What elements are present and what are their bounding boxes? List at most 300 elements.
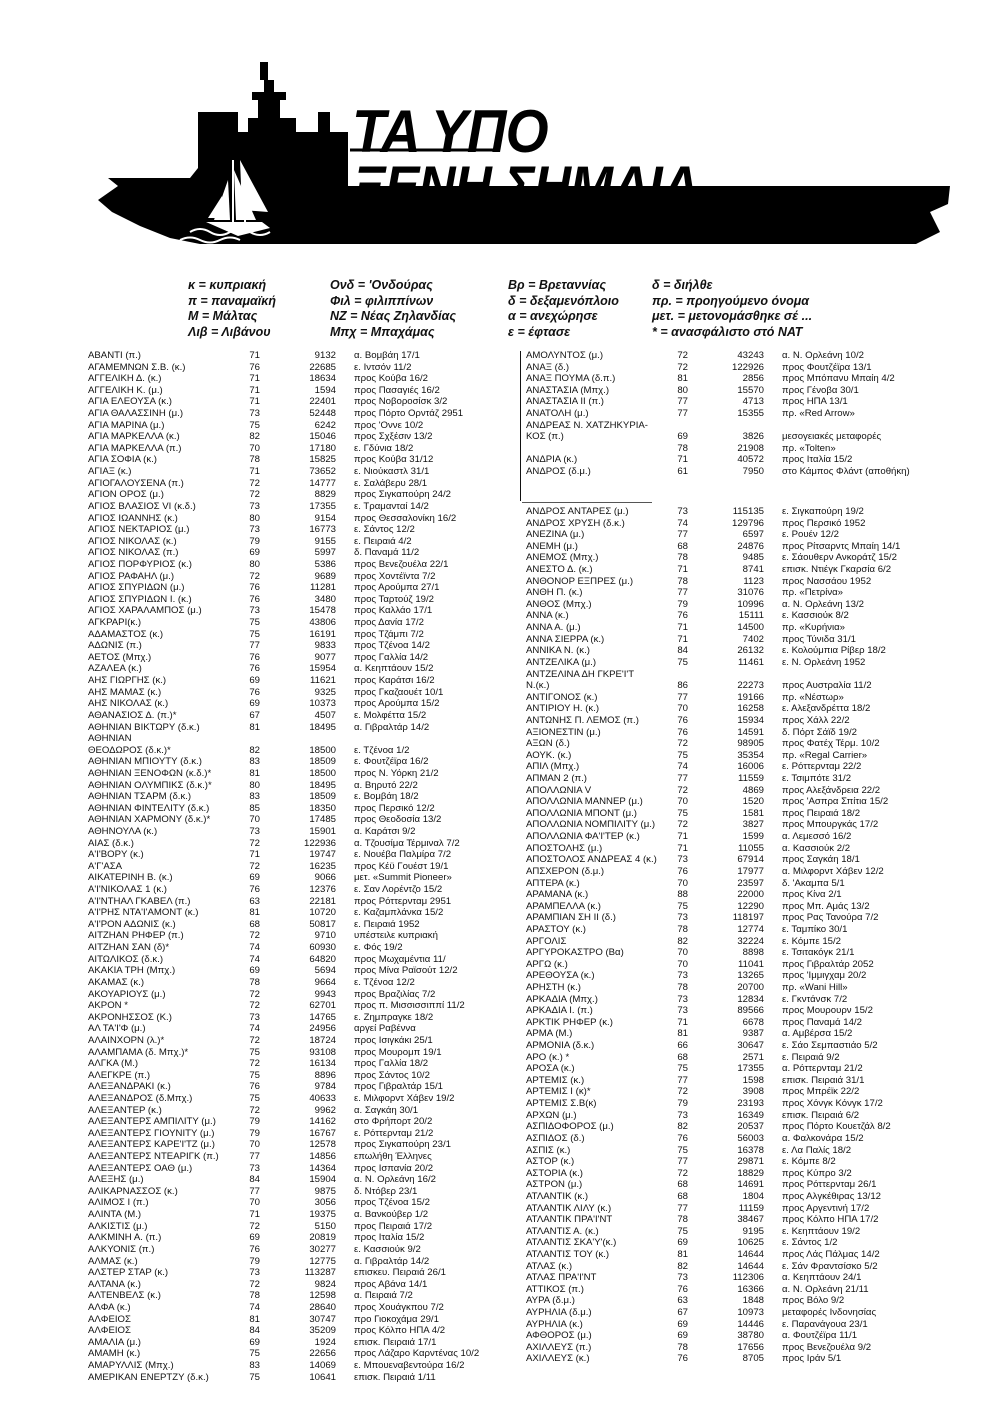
- ship-status: στο Κάμπος Φλάντ (αποθήκη): [782, 466, 910, 478]
- ship-status: προς Νοβοροσίσκ 3/2: [354, 396, 448, 408]
- ship-status: προς Ρόττερνταμ 2951: [354, 895, 452, 907]
- ship-name: ΑΣΤΟΡ (κ.): [526, 1156, 575, 1168]
- ship-tonnage: 18634: [309, 373, 336, 385]
- ship-status: προς Αλεξάνδρεια 22/2: [782, 784, 881, 796]
- ship-year: 78: [677, 1341, 688, 1353]
- ship-name: ΑΟΥΚ. (κ.): [526, 749, 572, 761]
- ship-name: ΑΛΕΓΚΡΕ (π.): [88, 1069, 151, 1081]
- ship-name: ΑΤΛΑΝΤΙΚ ΠΡΑ'Ι'ΝΤ: [526, 1214, 613, 1226]
- ship-status: προς Γαλλία 14/2: [354, 651, 429, 663]
- ship-year: 72: [249, 1104, 260, 1116]
- ship-year: 67: [249, 709, 260, 721]
- ship-name: ΑΘΗΝΟΥΛΑ (κ.): [88, 825, 158, 837]
- ship-name: ΑΛΕΞΗΣ (μ.): [88, 1174, 144, 1186]
- ship-year: 81: [249, 767, 260, 779]
- ship-year: 81: [249, 1313, 260, 1325]
- ship-status: προς π. Μισσισσιππί 11/2: [354, 1000, 465, 1012]
- ship-tonnage: 16134: [309, 1058, 336, 1070]
- ship-tonnage: 18500: [309, 744, 336, 756]
- ship-status: προς Μπ. Αμάς 13/2: [782, 900, 870, 912]
- ship-status: προς Μουρομπ 19/1: [354, 1046, 442, 1058]
- ship-tonnage: 8898: [742, 947, 764, 959]
- ship-tonnage: 1924: [314, 1336, 336, 1348]
- ship-status: προς Αρούμπα 15/2: [354, 698, 440, 710]
- ship-year: 78: [249, 976, 260, 988]
- ship-name: ΑΡΟΣΑ (κ.): [526, 1063, 575, 1075]
- ship-tonnage: 12774: [737, 923, 764, 935]
- ship-name: ΑΚΑΜΑΣ (κ.): [88, 976, 145, 988]
- ship-name: ΑΡΚΑΔΙΑ (Μπχ.): [526, 993, 598, 1005]
- ship-year: 61: [677, 466, 688, 478]
- ship-name: Α'Ι'ΡΗΣ ΝΤΑ'Ι'ΑΜΟΝΤ (κ.): [88, 907, 199, 919]
- ship-tonnage: 14069: [309, 1360, 336, 1372]
- ship-status: επισκ. Πειραιά 31/1: [782, 1074, 865, 1086]
- ship-tonnage: 16378: [737, 1144, 764, 1156]
- ship-name: ΑΓΙΟΣ ΝΕΚΤΑΡΙΟΣ (μ.): [88, 524, 190, 536]
- ship-year: 71: [677, 564, 688, 576]
- ship-status: προς Καράτσι 16/2: [354, 675, 435, 687]
- ship-name: ΑΠΟΛΛΩΝΙΑ ΦΑ'Ι'ΤΕΡ (κ.): [526, 831, 640, 843]
- ship-status: προς Γιβραλτάρ 2052: [782, 958, 874, 970]
- ship-year: 70: [249, 442, 260, 454]
- ship-year: 67: [677, 1307, 688, 1319]
- ship-tonnage: 4713: [742, 396, 764, 408]
- ship-tonnage: 40572: [737, 454, 764, 466]
- masthead-banner: [0, 0, 1000, 270]
- legend-item: πρ. = προηγούμενο όνομα: [652, 293, 809, 308]
- ship-status: α. Κασσιούκ 2/2: [782, 842, 851, 854]
- legend-item: ΝΖ = Νέας Ζηλανδίας: [330, 309, 457, 323]
- ship-name: ΑΡΓΩ (κ.): [526, 958, 568, 970]
- ship-tonnage: 16366: [737, 1283, 764, 1295]
- ship-status: α. Ρόττερνταμ 21/2: [782, 1063, 863, 1075]
- ship-year: 71: [249, 384, 260, 396]
- ship-name: ΑΛΕΞΑΝΤΕΡ (κ.): [88, 1104, 162, 1116]
- ship-status: επισκευ. Πειραιά 26/1: [354, 1267, 446, 1279]
- ship-year: 74: [249, 1301, 260, 1313]
- ship-year: 72: [249, 837, 260, 849]
- ship-year: 77: [677, 587, 688, 599]
- ship-status: α. Ν. Ορλεάνη 10/2: [782, 350, 864, 361]
- ship-name: ΑΚΡΟΝ *: [88, 1000, 128, 1012]
- ship-name: ΑΘΗΝΙΑΝ: [88, 733, 132, 745]
- ship-name: ΑΛΕΞΑΝΔΡΟΣ (δ.Μπχ.): [88, 1093, 193, 1104]
- ship-year: 81: [249, 907, 260, 919]
- ship-year: 73: [677, 1005, 688, 1017]
- ship-tonnage: 89566: [737, 1005, 764, 1017]
- ship-tonnage: 16767: [309, 1127, 336, 1139]
- ship-name: ΑΥΡΑ (δ.μ.): [526, 1295, 575, 1307]
- ship-tonnage: 1594: [314, 384, 336, 396]
- ship-status: α. Αμβέρσα 15/2: [782, 1028, 853, 1040]
- ship-tonnage: 118197: [732, 912, 764, 924]
- ship-year: 68: [677, 540, 688, 552]
- ship-tonnage: 9824: [314, 1278, 336, 1290]
- ship-year: 75: [677, 1225, 688, 1237]
- ship-tonnage: 15046: [309, 431, 336, 443]
- ship-name: ΑΘΗΝΙΑΝ ΤΣΑΡΜ (δ.κ.): [88, 791, 192, 803]
- ship-name: ΑΓΙΟΣ ΧΑΡΑΛΑΜΠΟΣ (μ.): [88, 605, 202, 617]
- ship-year: 85: [249, 802, 260, 814]
- ship-status: α. Λεμεσσό 16/2: [782, 831, 852, 843]
- ship-tonnage: 52448: [309, 408, 336, 420]
- ship-name: ΑΘΗΝΙΑΝ ΒΙΚΤΩΡΥ (δ.κ.): [88, 721, 200, 733]
- ship-status: προς Γένοβα 30/1: [782, 384, 859, 396]
- ship-tonnage: 19747: [309, 849, 336, 861]
- ship-tonnage: 22000: [737, 889, 764, 901]
- ship-tonnage: 11041: [738, 958, 764, 970]
- ship-name: ΑΓΙΑ ΜΑΡΙΝΑ (μ.): [88, 419, 165, 431]
- ship-status: προς Μίνα Ραϊσούτ 12/2: [354, 965, 458, 977]
- ship-tonnage: 9875: [314, 1185, 336, 1197]
- ship-status: υπέστειλε κυπριακή: [354, 930, 438, 942]
- ship-name: ΑΣΤΟΡΙΑ (κ.): [526, 1167, 583, 1179]
- ship-name: ΑΞΩΝ (δ.): [526, 738, 570, 750]
- ship-tonnage: 16006: [737, 761, 764, 773]
- ship-status: α. Ν. Ορλεάνη 16/2: [354, 1174, 436, 1186]
- ship-name: ΑΓΙΑ ΜΑΡΚΕΛΛΑ (κ.): [88, 431, 180, 443]
- ship-status: προς Βραζιλίας 7/2: [354, 988, 436, 1000]
- ship-status: προς Τζάμπι 7/2: [354, 628, 424, 640]
- ship-name: ΑΡΑΜΑΝΑ (κ.): [526, 889, 589, 901]
- ship-tonnage: 9962: [314, 1104, 336, 1116]
- ship-year: 69: [677, 1318, 688, 1330]
- ship-status: μεταφορές Ινδονησίας: [782, 1307, 877, 1319]
- ship-status: προς Ιταλία 15/2: [354, 1232, 425, 1244]
- ship-year: 69: [677, 1237, 688, 1249]
- ship-tonnage: 122936: [303, 837, 336, 849]
- ship-year: 74: [249, 953, 260, 965]
- ship-name: ΑΣΠΙΔΟΣ (δ.): [526, 1132, 585, 1144]
- ship-year: 77: [677, 408, 688, 420]
- ship-tonnage: 4507: [314, 709, 336, 721]
- ship-year: 77: [677, 773, 688, 785]
- ship-status: προς Βενεζουέλα 22/1: [354, 558, 449, 570]
- ship-status: προς Αλγκέθιρας 13/12: [782, 1190, 882, 1202]
- ship-tonnage: 15901: [309, 825, 336, 837]
- ship-year: 69: [249, 698, 260, 710]
- ship-year: 72: [677, 350, 688, 361]
- ship-tonnage: 8705: [742, 1353, 764, 1365]
- ship-year: 73: [249, 1011, 260, 1023]
- ship-name: ΑΓΙΟΣ ΒΛΑΣΙΟΣ VI (κ.δ.): [88, 500, 196, 512]
- ship-name: ΑΓΙΟΣ ΣΠΥΡΙΔΩΝ (μ.): [88, 582, 185, 594]
- ship-name: ΑΓΙΑ ΘΑΛΑΣΣΙΝΗ (μ.): [88, 408, 184, 420]
- ship-tonnage: 15111: [738, 610, 764, 622]
- ship-status: προς Λάς Πάλμας 14/2: [782, 1249, 880, 1260]
- ship-tonnage: 3826: [742, 431, 764, 443]
- ship-year: 72: [677, 361, 688, 373]
- ship-year: 70: [677, 947, 688, 959]
- ship-tonnage: 14591: [737, 726, 764, 738]
- ship-name: ΑΝΔΡΟΣ ΑΝΤΑΡΕΣ (μ.): [526, 506, 629, 517]
- ship-tonnage: 26132: [737, 645, 764, 657]
- ship-status: ε. Ρόττερνταμ 22/2: [782, 761, 862, 773]
- ship-year: 76: [249, 361, 260, 373]
- ship-name: ΑΛΕΞΑΝΤΕΡΣ ΝΤΕΑΡΙΓΚ (π.): [88, 1151, 219, 1163]
- ship-name: ΑΝΘΟΝΟΡ ΕΞΠΡΕΣ (μ.): [526, 575, 634, 587]
- ship-year: 71: [677, 454, 688, 466]
- ship-tonnage: 3056: [314, 1197, 336, 1209]
- ship-year: 77: [249, 640, 260, 652]
- ship-status: προς Τζένοα 15/2: [354, 1197, 430, 1209]
- title-line-1: ΤΑ ΥΠΟ: [352, 98, 548, 165]
- ship-year: 69: [249, 1232, 260, 1244]
- ship-tonnage: 18829: [737, 1167, 764, 1179]
- ship-status: προς 'Ασπρα Σπίτια 15/2: [782, 796, 889, 808]
- ship-year: 71: [249, 373, 260, 385]
- ship-tonnage: 18724: [309, 1034, 336, 1046]
- ship-status: ε. Τραμανταί 14/2: [354, 500, 429, 512]
- ship-status: προς Βόλο 9/2: [782, 1295, 845, 1307]
- ship-status: ε. Φός 19/2: [354, 942, 403, 954]
- ship-status: α. Βηρυτό 22/2: [354, 779, 418, 791]
- ship-name: ΘΕΟΔΩΡΟΣ (δ.κ.)*: [88, 744, 171, 756]
- ship-name: ΑΝΝΑ (κ.): [526, 610, 569, 622]
- ship-status: ε. Σάν Φραντσίσκο 5/2: [782, 1260, 878, 1272]
- ship-tonnage: 9155: [314, 535, 336, 547]
- ship-name: ΑΝΑΤΟΛΗ (μ.): [526, 408, 589, 420]
- ship-name: Α'Ι'ΝΙΚΟΛΑΣ 1 (κ.): [88, 884, 167, 896]
- ship-name: ΑΘΗΝΙΑΝ ΜΠΙΟΥΤΥ (δ.κ.): [88, 756, 202, 768]
- ship-tonnage: 73652: [309, 466, 336, 478]
- ship-year: 79: [677, 598, 688, 610]
- ship-year: 74: [249, 942, 260, 954]
- ship-year: 79: [249, 1116, 260, 1128]
- ship-year: 83: [249, 791, 260, 803]
- ship-status: προς Αρούμπα 27/1: [354, 582, 440, 594]
- ship-tonnage: 19166: [737, 691, 764, 703]
- ship-tonnage: 38467: [737, 1214, 764, 1226]
- ship-status: μεσογειακές μεταφορές: [782, 431, 882, 443]
- ship-status: α. Μιλφορντ Χάβεν 12/2: [782, 865, 884, 877]
- ship-status: πρ. «Νέστωρ»: [782, 691, 844, 703]
- ship-status: προς Μπρέϊκ 22/2: [782, 1086, 860, 1098]
- ship-tonnage: 6242: [314, 419, 336, 431]
- ship-year: 69: [249, 675, 260, 687]
- ship-tonnage: 11055: [738, 842, 764, 854]
- legend-column-2: [330, 278, 456, 340]
- ship-status: προς Χόνγκ Κόνγκ 17/2: [782, 1098, 883, 1110]
- ship-status: ε. Σάο Σεμπαστιάο 5/2: [782, 1040, 878, 1052]
- ship-status: προς Παναμά 14/2: [782, 1016, 862, 1028]
- ship-year: 75: [249, 617, 260, 629]
- ship-tonnage: 30747: [309, 1313, 336, 1325]
- ship-status: ε. Κεηπτάουν 19/2: [782, 1225, 861, 1237]
- ship-tonnage: 14644: [737, 1260, 764, 1272]
- ship-name: ΑΤΛΑΣ ΠΡΑ'Ι'ΝΤ: [526, 1272, 597, 1284]
- ship-status: α. Βανκούβερ 1/2: [354, 1209, 429, 1221]
- ship-year: 71: [677, 831, 688, 843]
- ship-tonnage: 43806: [309, 617, 336, 629]
- ship-tonnage: 93108: [309, 1046, 336, 1058]
- ship-tonnage: 8896: [314, 1069, 336, 1081]
- ship-status: ε. Γκντάνσκ 7/2: [782, 993, 848, 1005]
- ship-year: 75: [677, 1063, 688, 1075]
- ship-name: ΑΝΔΡΟΣ ΧΡΥΣΗ (δ.κ.): [526, 517, 625, 529]
- ship-tonnage: 15904: [309, 1174, 336, 1186]
- ship-tonnage: 23193: [737, 1098, 764, 1110]
- ship-name: ΑΝΤΙΓΟΝΟΣ (κ.): [526, 691, 598, 703]
- ship-status: α. Βομβάη 17/1: [354, 350, 420, 361]
- ship-year: 73: [677, 993, 688, 1005]
- ship-status: προς Πόρτο Κουετζάλ 8/2: [782, 1121, 891, 1133]
- ship-status: προς Κόλπο ΗΠΑ 4/2: [354, 1325, 446, 1337]
- ship-year: 73: [677, 970, 688, 982]
- ship-tonnage: 18350: [309, 802, 336, 814]
- ship-tonnage: 1581: [742, 807, 764, 819]
- ship-tonnage: 21908: [737, 442, 764, 454]
- ship-tonnage: 30277: [309, 1243, 336, 1255]
- ship-name: Ν.(κ.): [526, 680, 550, 692]
- ship-status: προς Μπουργκάς 17/2: [782, 819, 879, 831]
- ship-year: 84: [249, 1174, 260, 1186]
- ship-year: 79: [249, 1255, 260, 1267]
- ship-year: 76: [249, 663, 260, 675]
- ship-tonnage: 22401: [309, 396, 336, 408]
- ship-name: ΑΠΟΛΛΩΝΙΑ ΜΠΟΝΤ (μ.): [526, 807, 637, 819]
- ship-name: ΑΗΣ ΓΙΩΡΓΗΣ (κ.): [88, 675, 167, 687]
- ship-name: ΑΛΙΚΑΡΝΑΣΣΟΣ (κ.): [88, 1185, 178, 1197]
- ship-year: 78: [249, 1290, 260, 1302]
- ship-year: 78: [677, 981, 688, 993]
- ship-name: ΑΛΕΞΑΝΤΕΡΣ ΑΜΠΙΛΙΤΥ (μ.): [88, 1116, 216, 1128]
- ship-year: 63: [249, 895, 260, 907]
- ship-year: 72: [677, 1167, 688, 1179]
- ship-year: 80: [249, 512, 260, 524]
- ship-status: ε. Ιντσόν 11/2: [354, 361, 412, 373]
- ship-name: ΑΝΝΑ Α. (μ.): [526, 622, 581, 634]
- ship-status: προς Ρίτσαρντς Μπαίη 14/1: [782, 540, 901, 552]
- ship-status: προς Σαγκάη 18/1: [782, 854, 860, 866]
- ship-year: 73: [677, 912, 688, 924]
- ship-name: ΑΝΕΜΗ (μ.): [526, 540, 578, 552]
- ship-name: ΑΓΙΟΣ ΝΙΚΟΛΑΣ (π.): [88, 547, 179, 559]
- ship-name: ΑΝΔΡΕΑΣ Ν. ΧΑΤΖΗΚΥΡΙΑ-: [526, 419, 648, 431]
- ship-status: ε. Παρανάγουα 23/1: [782, 1318, 868, 1330]
- ship-status: αργεί Ραβέννα: [354, 1023, 416, 1035]
- ship-year: 82: [677, 1260, 688, 1272]
- ship-status: ε. Σαν Λορέντζο 15/2: [354, 884, 443, 896]
- ship-year: 73: [249, 825, 260, 837]
- ship-tonnage: 18495: [309, 779, 336, 791]
- ship-name: ΑΡΕΘΟΥΣΑ (κ.): [526, 970, 595, 982]
- ship-status: προς 'Οννε 10/2: [354, 419, 424, 431]
- ship-status: προς Καλλάο 17/1: [354, 605, 433, 617]
- ship-name: ΑΡΟ (κ.) *: [526, 1051, 570, 1063]
- ship-year: 81: [677, 1028, 688, 1040]
- ship-status: προς Αργεντινή 17/2: [782, 1202, 870, 1214]
- ship-year: 72: [249, 489, 260, 501]
- ship-year: 73: [249, 605, 260, 617]
- ship-name: ΑΓΙΑ ΣΟΦΙΑ (κ.): [88, 454, 157, 466]
- ship-tonnage: 19375: [309, 1209, 336, 1221]
- ship-status: προς Κόλπο ΗΠΑ 17/2: [782, 1214, 879, 1226]
- ship-status: πρ. «Regal Carrier»: [782, 749, 868, 761]
- ship-name: ΑΜΟΛΥΝΤΟΣ (μ.): [526, 350, 604, 361]
- ship-name: ΑΡΑΜΠΙΑΝ ΣΗ ΙΙ (δ.): [526, 912, 616, 924]
- ship-status: προς Θεοδοσία 13/2: [354, 814, 442, 826]
- ship-year: 71: [677, 633, 688, 645]
- ship-year: 70: [677, 796, 688, 808]
- ship-name: ΑΓΙΟΣ ΙΩΑΝΝΗΣ (κ.): [88, 512, 178, 524]
- ship-status: πρ. «Πετρίνα»: [782, 587, 844, 599]
- ship-name: ΑΠΣΧΕΡΟΝ (δ.μ.): [526, 865, 605, 877]
- ship-status: προς Σάντος 10/2: [354, 1069, 430, 1081]
- ship-name: ΑΙΚΑΤΕΡΙΝΗ Β. (κ.): [88, 872, 173, 884]
- ship-status: προς Μωχαμέντια 11/: [354, 953, 446, 965]
- ship-name: Α'Γ'ΑΣΑ: [88, 860, 123, 872]
- ship-year: 72: [249, 988, 260, 1000]
- ship-tonnage: 113287: [304, 1267, 336, 1279]
- ship-name: ΑΝΘΗ Π. (κ.): [526, 587, 583, 599]
- ship-year: 76: [249, 1081, 260, 1093]
- ship-name: ΑΝΕΣΤΟ Δ. (κ.): [526, 564, 593, 576]
- ship-name: ΑΙΤΖΗΑΝ ΣΑΝ (δ)*: [88, 942, 170, 954]
- ship-year: 75: [249, 419, 260, 431]
- ship-year: 80: [249, 779, 260, 791]
- ship-status: ε. Τζένοα 1/2: [354, 744, 410, 756]
- ship-status: ε. Μπουεναβεντούρα 16/2: [354, 1360, 465, 1372]
- ship-name: ΑΜΑΡΥΛΛΙΣ (Μπχ.): [88, 1360, 174, 1372]
- ship-status: προς Φατέχ Τέρμ. 10/2: [782, 738, 880, 750]
- ship-year: 70: [249, 814, 260, 826]
- ship-tonnage: 5150: [314, 1220, 336, 1232]
- ship-name: ΑΣΠΙΔΟΦΟΡΟΣ (μ.): [526, 1121, 614, 1133]
- ship-name: ΑΛΕΞΑΝΤΕΡΣ ΟΑΘ (μ.): [88, 1162, 193, 1174]
- ship-year: 69: [249, 547, 260, 559]
- ship-tonnage: 10373: [309, 698, 336, 710]
- ship-status: δ. 'Ακαμπα 5/1: [782, 877, 845, 889]
- ship-tonnage: 18509: [309, 791, 336, 803]
- ship-year: 76: [677, 714, 688, 726]
- ship-year: 84: [677, 645, 688, 657]
- ship-year: 69: [249, 1336, 260, 1348]
- ship-year: 66: [677, 1040, 688, 1052]
- ship-tonnage: 6678: [742, 1016, 764, 1028]
- ship-name: ΑΝΤΖΕΛΙΚΑ (μ.): [526, 656, 597, 668]
- ship-name: ΑΣΤΡΟΝ (μ.): [526, 1179, 583, 1191]
- ship-tonnage: 11281: [310, 582, 336, 594]
- ship-status: προς Νασσάου 1952: [782, 575, 872, 587]
- ship-year: 74: [677, 517, 688, 529]
- ship-name: ΑΛΦΑ (κ.): [88, 1301, 131, 1313]
- ship-year: 75: [677, 749, 688, 761]
- ship-status: α. Καράτσι 9/2: [354, 825, 416, 837]
- legend-item: α = ανεχώρησε: [508, 309, 598, 323]
- ship-tonnage: 11159: [738, 1202, 764, 1214]
- ship-status: προς Γαλλία 18/2: [354, 1058, 429, 1070]
- ship-tonnage: 14765: [309, 1011, 336, 1023]
- ship-status: ε. Μιλφορντ Χάβεν 19/2: [354, 1093, 455, 1104]
- ship-year: 70: [677, 877, 688, 889]
- ship-tonnage: 3908: [742, 1086, 764, 1098]
- ship-status: ε. Τσιτακόγκ 21/1: [782, 947, 855, 959]
- legend-item: Μ = Μάλτας: [188, 309, 258, 323]
- ship-status: προς Κύπρο 3/2: [782, 1167, 852, 1179]
- ship-tonnage: 40633: [309, 1093, 336, 1104]
- ship-year: 77: [677, 1156, 688, 1168]
- ship-status: πρ. «Red Arrow»: [782, 408, 855, 420]
- ship-tonnage: 16773: [309, 524, 336, 536]
- ship-year: 68: [677, 1179, 688, 1191]
- ship-name: Α'Ι'ΝΤΗΑΛ ΓΚΑΒΕΛ (π.): [88, 895, 191, 907]
- ship-status: προς Κέϋ Γουέστ 19/1: [354, 860, 449, 872]
- ship-year: 72: [677, 784, 688, 796]
- ship-name: ΑΤΛΑΝΤΙΚ ΛΙΛΥ (κ.): [526, 1202, 612, 1214]
- ship-tonnage: 12578: [309, 1139, 336, 1151]
- ship-tonnage: 4869: [742, 784, 764, 796]
